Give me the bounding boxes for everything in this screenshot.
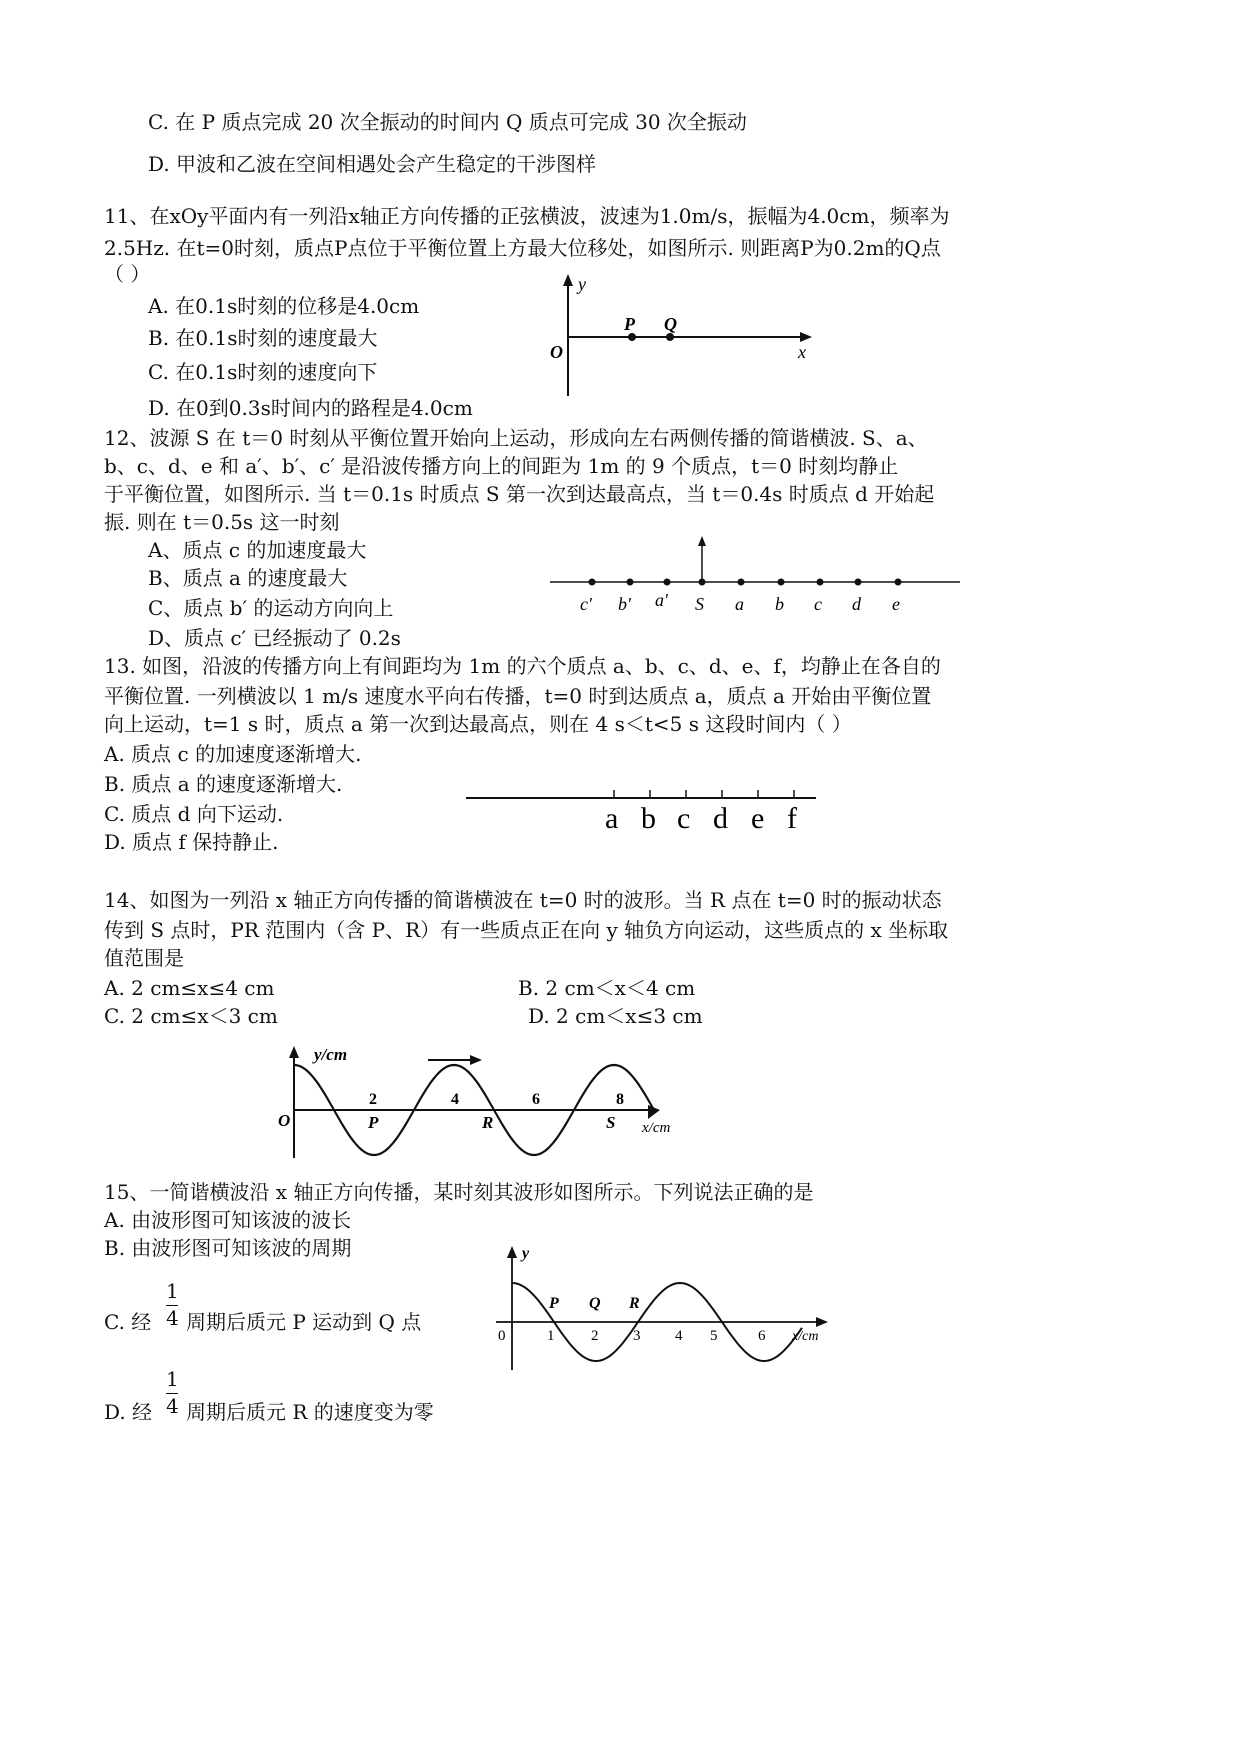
q12-particles-figure: [550, 534, 970, 624]
q11-option-b: B. 在0.1s时刻的速度最大: [148, 326, 378, 350]
q12-label-c-prime: c′: [580, 594, 592, 614]
q13-label-c: c: [677, 802, 691, 835]
q14-stem-line3: 值范围是: [104, 946, 184, 970]
q11-option-d: D. 在0到0.3s时间内的路程是4.0cm: [148, 396, 473, 420]
q14-option-a: A. 2 cm≤x≤4 cm: [104, 976, 275, 1000]
q12-stem-line3: 于平衡位置，如图所示. 当 t＝0.1s 时质点 S 第一次到达最高点，当 t＝0.4s 时质点 d 开始起: [104, 482, 935, 506]
q13-label-d: d: [713, 802, 728, 835]
q12-label-s: S: [695, 594, 704, 614]
q12-label-a: a: [735, 594, 744, 614]
q13-option-d: D. 质点 f 保持静止.: [104, 830, 279, 854]
q13-option-c: C. 质点 d 向下运动.: [104, 802, 284, 826]
q12-label-b-prime: b′: [618, 594, 631, 614]
q15-waveform-figure: [490, 1240, 840, 1374]
fraction-denominator: 4: [166, 1306, 179, 1330]
q14-x-label: x/cm: [642, 1120, 671, 1136]
q15-tick-5: 5: [710, 1328, 718, 1344]
q12-option-d: D、质点 c′ 已经振动了 0.2s: [148, 626, 401, 650]
q14-r-label: R: [482, 1113, 494, 1132]
q15-option-d-fraction: [166, 1368, 179, 1417]
q12-option-c: C、质点 b′ 的运动方向向上: [148, 596, 394, 620]
q14-y-label: y/cm: [314, 1045, 348, 1064]
q13-stem-line2: 平衡位置. 一列横波以 1 m/s 速度水平向右传播，t=0 时到达质点 a，质点 a 开始由平衡位置: [104, 684, 932, 708]
q12-option-b: B、质点 a 的速度最大: [148, 566, 348, 590]
q15-option-d-suffix: 周期后质元 R 的速度变为零: [186, 1400, 434, 1424]
q14-origin-label: O: [278, 1111, 291, 1130]
q12-option-a: A、质点 c 的加速度最大: [148, 538, 367, 562]
q15-origin-label: 0: [498, 1328, 506, 1344]
q13-stem-line1: 13. 如图，沿波的传播方向上有间距均为 1m 的六个质点 a、b、c、d、e、f，均静止在各自的: [104, 654, 941, 678]
q11-x-label: x: [798, 342, 806, 362]
q14-tick-8: 8: [616, 1091, 624, 1108]
q14-option-d: D. 2 cm＜x≤3 cm: [528, 1004, 703, 1028]
q12-stem-line1: 12、波源 S 在 t＝0 时刻从平衡位置开始向上运动，形成向左右两侧传播的简谐横波. S、a、: [104, 426, 928, 450]
q12-stem-line2: b、c、d、e 和 a′、b′、c′ 是沿波传播方向上的间距为 1m 的 9 个质点，t＝0 时刻均静止: [104, 454, 899, 478]
q10-option-d: D. 甲波和乙波在空间相遇处会产生稳定的干涉图样: [148, 152, 597, 176]
q11-answer-blank: （ ）: [104, 262, 151, 286]
q14-s-label: S: [606, 1113, 616, 1132]
q15-tick-4: 4: [675, 1328, 683, 1344]
q15-option-c-suffix: 周期后质元 P 运动到 Q 点: [186, 1310, 422, 1334]
q15-tick-2: 2: [591, 1328, 599, 1344]
q15-option-a: A. 由波形图可知该波的波长: [104, 1208, 352, 1232]
q14-option-c: C. 2 cm≤x＜3 cm: [104, 1004, 278, 1028]
q13-option-b: B. 质点 a 的速度逐渐增大.: [104, 772, 343, 796]
q13-label-a: a: [605, 802, 619, 835]
q11-stem-line2: 2.5Hz. 在t=0时刻，质点P点位于平衡位置上方最大位移处，如图所示. 则距离P为0.2m的Q点: [104, 236, 941, 260]
q11-y-label: y: [578, 274, 586, 294]
q12-label-d: d: [852, 594, 861, 614]
q14-stem-line1: 14、如图为一列沿 x 轴正方向传播的简谐横波在 t=0 时的波形。当 R 点在 t=0 时的振动状态: [104, 888, 942, 912]
q11-p-label: P: [624, 314, 635, 334]
q15-q-label: Q: [589, 1295, 601, 1312]
q15-option-c-fraction: [166, 1280, 179, 1329]
q13-label-f: f: [787, 802, 797, 835]
q12-label-c: c: [814, 594, 822, 614]
q13-label-e: e: [751, 802, 765, 835]
q11-q-label: Q: [664, 314, 677, 334]
q11-origin-label: O: [550, 342, 563, 362]
q15-y-label: y: [522, 1245, 530, 1262]
q15-option-d-prefix: D. 经: [104, 1400, 153, 1424]
q15-p-label: P: [549, 1295, 559, 1312]
q11-stem-line1: 11、在xOy平面内有一列沿x轴正方向传播的正弦横波，波速为1.0m/s，振幅为4.0cm，频率为: [104, 204, 950, 228]
q15-option-b: B. 由波形图可知该波的周期: [104, 1236, 352, 1260]
q13-stem-line3: 向上运动，t=1 s 时，质点 a 第一次到达最高点，则在 4 s＜t<5 s 这段时间内（ ）: [104, 712, 852, 736]
q15-tick-1: 1: [547, 1328, 555, 1344]
q15-tick-3: 3: [633, 1328, 641, 1344]
q13-particles-figure: [464, 782, 824, 838]
fraction-numerator: 1: [166, 1279, 179, 1303]
q14-tick-4: 4: [451, 1091, 459, 1108]
q14-waveform-figure: [276, 1040, 696, 1162]
q13-option-a: A. 质点 c 的加速度逐渐增大.: [104, 742, 362, 766]
q11-axis-figure: [540, 270, 830, 400]
q10-option-c: C. 在 P 质点完成 20 次全振动的时间内 Q 质点可完成 30 次全振动: [148, 110, 747, 134]
q14-tick-2: 2: [369, 1091, 377, 1108]
q14-tick-6: 6: [532, 1091, 540, 1108]
q11-option-c: C. 在0.1s时刻的速度向下: [148, 360, 378, 384]
q15-x-label: x/cm: [792, 1329, 819, 1344]
fraction-denominator: 4: [166, 1394, 179, 1418]
q12-label-e: e: [892, 594, 900, 614]
q14-option-b: B. 2 cm＜x＜4 cm: [518, 976, 696, 1000]
q11-option-a: A. 在0.1s时刻的位移是4.0cm: [148, 294, 420, 318]
q15-r-label: R: [629, 1295, 640, 1312]
q12-label-a-prime: a′: [655, 590, 668, 610]
q13-label-b: b: [641, 802, 656, 835]
q15-option-c-prefix: C. 经: [104, 1310, 152, 1334]
q15-tick-6: 6: [758, 1328, 766, 1344]
q12-stem-line4: 振. 则在 t＝0.5s 这一时刻: [104, 510, 340, 534]
fraction-numerator: 1: [166, 1367, 179, 1391]
q12-label-b: b: [775, 594, 784, 614]
q15-stem: 15、一简谐横波沿 x 轴正方向传播，某时刻其波形如图所示。下列说法正确的是: [104, 1180, 814, 1204]
q14-p-label: P: [368, 1113, 379, 1132]
q14-stem-line2: 传到 S 点时，PR 范围内（含 P、R）有一些质点正在向 y 轴负方向运动，这些质点的 x 坐标取: [104, 918, 949, 942]
